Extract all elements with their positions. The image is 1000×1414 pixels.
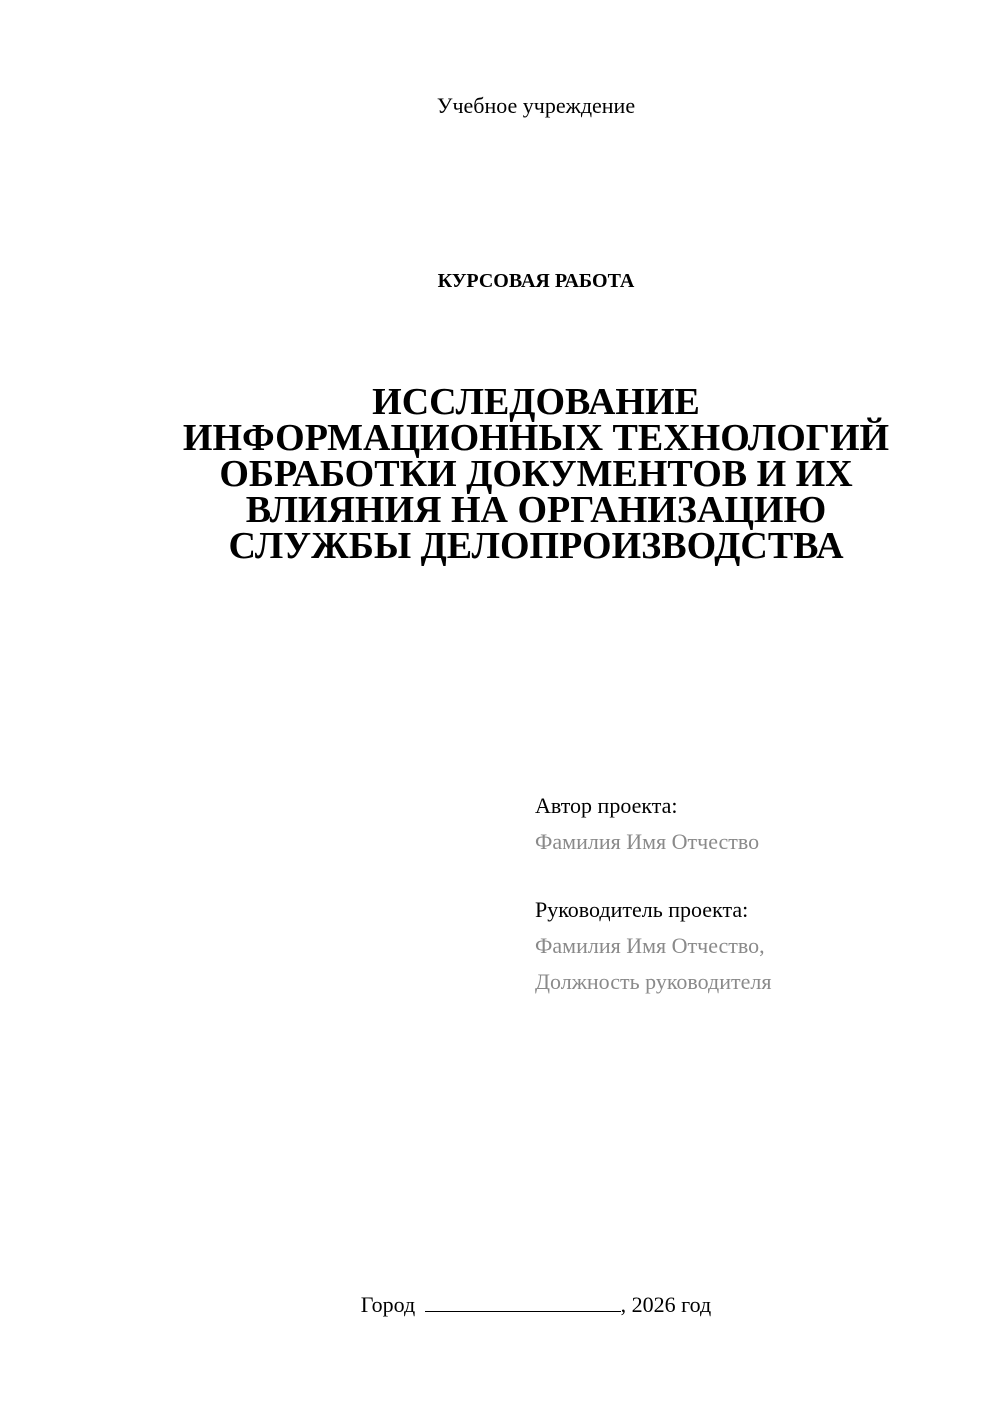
city-label: Город bbox=[360, 1292, 416, 1317]
supervisor-position: Должность руководителя bbox=[535, 969, 772, 994]
year-text: , 2026 год bbox=[620, 1292, 712, 1317]
title-line: ИССЛЕДОВАНИЕ bbox=[372, 381, 700, 423]
supervisor-name: Фамилия Имя Отчество, bbox=[535, 933, 765, 958]
city-blank-line bbox=[425, 1291, 621, 1312]
author-label: Автор проекта: bbox=[535, 793, 678, 818]
title-line: ИНФОРМАЦИОННЫХ ТЕХНОЛОГИЙ bbox=[182, 417, 890, 459]
title-line: ВЛИЯНИЯ НА ОРГАНИЗАЦИЮ bbox=[245, 489, 827, 531]
author-name: Фамилия Имя Отчество bbox=[535, 829, 760, 854]
project-info bbox=[535, 788, 975, 1000]
footer-city-year bbox=[0, 1290, 1000, 1320]
work-type: КУРСОВАЯ РАБОТА bbox=[437, 270, 635, 292]
title-line: СЛУЖБЫ ДЕЛОПРОИЗВОДСТВА bbox=[228, 525, 844, 567]
title-line: ОБРАБОТКИ ДОКУМЕНТОВ И ИХ bbox=[219, 453, 853, 495]
supervisor-label: Руководитель проекта: bbox=[535, 897, 749, 922]
document-title bbox=[120, 381, 952, 567]
institution-name: Учебное учреждение bbox=[436, 93, 636, 118]
